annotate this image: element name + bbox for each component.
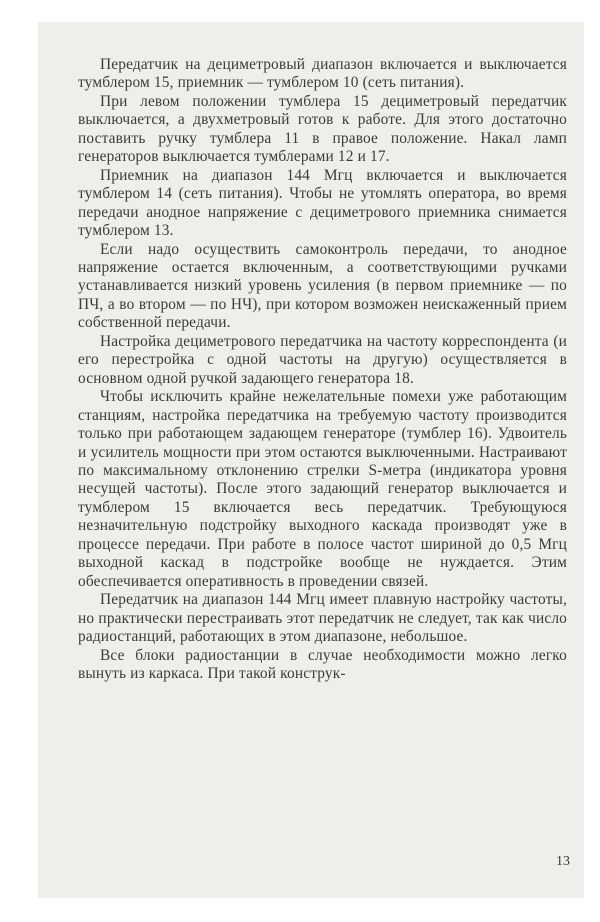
- page-number: 13: [556, 854, 570, 869]
- book-page: [38, 22, 584, 898]
- paragraph: Все блоки радиостанции в случае необходимости можно легко вынуть из каркаса. При такой конструк-: [78, 646, 567, 682]
- paragraph: При левом положении тумблера 15 дециметровый передатчик выключается, а двухметровый готов к работе. Для этого достаточно поставить ручку тумблера 11 в правое положение. Накал ламп генераторов выключается тумблерами 12 и 17.: [78, 92, 567, 166]
- body-text: [78, 56, 567, 683]
- paragraph: Чтобы исключить крайне нежелательные помехи уже работающим станциям, настройка передатчика на требуемую частоту производится только при работающем задающем генераторе (тумблер 16). Удвоитель и усилитель мощности при этом остаются выключенными. Настраивают по максимальному отклонению стрелки S-метра (индикатора уровня несущей частоты). После этого задающий генератор выключается и тумблером 15 включается весь передатчик. Требующуюся незначительную подстройку выходного каскада производят уже в процессе передачи. При работе в полосе частот шириной до 0,5 Мгц выходной каскад в подстройке вообще не нуждается. Этим обеспечивается оперативность в проведении связей.: [78, 388, 567, 590]
- paragraph: Если надо осуществить самоконтроль передачи, то анодное напряжение остается включенным, а соответствующими ручками устанавливается низкий уровень усиления (в первом приемнике — по ПЧ, а во втором — по НЧ), при котором возможен неискаженный прием собственной передачи.: [78, 240, 567, 332]
- paragraph: Приемник на диапазон 144 Мгц включается и выключается тумблером 14 (сеть питания). Чтобы не утомлять оператора, во время передачи анодное напряжение с дециметрового приемника снимается тумблером 13.: [78, 166, 567, 240]
- paragraph: Передатчик на дециметровый диапазон включается и выключается тумблером 15, приемник — тумблером 10 (сеть питания).: [78, 56, 567, 92]
- paragraph: Передатчик на диапазон 144 Мгц имеет плавную настройку частоты, но практически перестраивать этот передатчик не следует, так как число радиостанций, работающих в этом диапазоне, небольшое.: [78, 591, 567, 646]
- paragraph: Настройка дециметрового передатчика на частоту корреспондента (и его перестройка с одной частоты на другую) осуществляется в основном одной ручкой задающего генератора 18.: [78, 332, 567, 387]
